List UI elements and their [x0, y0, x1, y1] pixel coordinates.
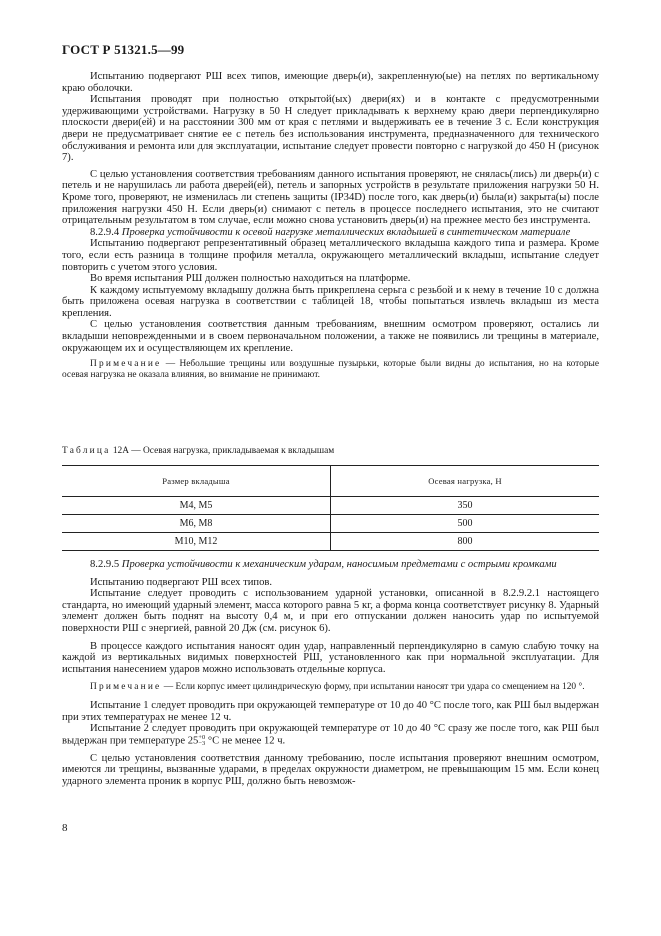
paragraph: В процессе каждого испытания наносят один удар, направленный перпендикулярно в самую слабую точку на каждой из вертикальных видимых поверхностей РШ, установленного как при нормальной эксплуатации. Для испытания нанесением ударов можно использовать отдельные корпуса.	[62, 640, 599, 675]
temperature-tolerance: +0 −3	[198, 733, 206, 747]
paragraph: Во время испытания РШ должен полностью находиться на платформе.	[90, 273, 411, 285]
section-number: 8.2.9.5	[90, 559, 120, 570]
table-row	[62, 497, 599, 515]
section-heading-8294	[62, 227, 599, 239]
table-row	[62, 533, 599, 551]
note-label: Примечание	[90, 682, 162, 693]
table-cell: М4, М5	[62, 497, 331, 515]
paragraph: Испытание следует проводить с использованием ударной установки, описанной в 8.2.9.2.1 настоящего стандарта, но имеющий ударный элемент, масса которого равна 5 кг, а форма конца соответствует рисунку 8. Ударный элемент должен быть поднят на высоту 0,4 м, и при его отпускании должен наносить удар по испытуемой поверхности РШ с энергией, равной 20 Дж (см. рисунок 6).	[62, 588, 599, 634]
paragraph: Испытанию подвергают РШ всех типов, имеющие дверь(и), закрепленную(ые) на петлях по вертикальному краю оболочки.	[62, 71, 599, 94]
table-cell: 800	[331, 533, 600, 551]
page-number: 8	[62, 822, 68, 834]
section-heading-8295	[62, 559, 599, 571]
table-row	[62, 515, 599, 533]
section-number: 8.2.9.4	[90, 226, 120, 238]
note	[62, 359, 599, 381]
table-cell: М10, М12	[62, 533, 331, 551]
axial-load-table	[62, 465, 599, 551]
table-cell: 500	[331, 515, 600, 533]
column-header: Осевая нагрузка, Н	[331, 466, 600, 497]
column-header: Размер вкладыша	[62, 466, 331, 497]
note-text: — Небольшие трещины или воздушные пузырьки, которые были видны до испытания, но на которые осевая нагрузка не оказала влияния, во внимание не принимают.	[62, 359, 599, 381]
paragraph: С целью установления соответствия требованиям данного испытания проверяют, не снялась(лись) ли дверь(и) с петель и не нарушилась ли работа дверей(ей), петель и запорных устройств в результате приложения нагрузки 50 Н. Кроме того, проверяют, не изменилась ли степень защиты (IP34D) после того, как дверь(и) была(и) закрыта(ы) после приложения нагрузки 450 Н. Если дверь(и) снимают с петель в процессе последнего испытания, это не считают отрицательным результатом в том случае, если можно снова установить дверь(и) на прежнее место без инструмента.	[62, 168, 599, 227]
note	[62, 681, 599, 694]
paragraph: Испытания проводят при полностью открытой(ых) двери(ях) и в контакте с предусмотренными удерживающими устройствами. Нагрузку в 50 Н следует прикладывать к верхнему краю двери перпендикулярно плоскости двери(ей) и на расстоянии 300 мм от края с петлями и выдерживать ее в течение 3 с. Если конструкция двери не предусматривает снятие ее с петель без использования инструмента, предназначенного для технического обслуживания и ремонта или для эксплуатации, испытание следует провести повторно с нагрузкой до 450 Н (рисунок 7).	[62, 94, 599, 164]
paragraph: К каждому испытуемому вкладышу должна быть прикреплена серьга с резьбой и к нему в течение 10 с должна быть приложена осевая нагрузка в соответствии с таблицей 18, чтобы попытаться извлечь вкладыш из места крепления.	[62, 284, 599, 319]
paragraph: Испытанию подвергают репрезентативный образец металлического вкладыша каждого типа и размера. Кроме того, если есть разница в толщине профиля металла, окружающего металлический вкладыш, испытание следует повторить с учетом этого условия.	[62, 238, 599, 273]
table-caption-text: 12А — Осевая нагрузка, прикладываемая к вкладышам	[110, 446, 335, 456]
table-cell: М6, М8	[62, 515, 331, 533]
table-cell: 350	[331, 497, 600, 515]
note-label: Примечание	[90, 359, 162, 370]
paragraph: Испытание 1 следует проводить при окружающей температуре от 10 до 40 °С после того, как РШ был выдержан при этих температурах не менее 12 ч.	[62, 699, 599, 723]
paragraph: С целью установления соответствия данному требованию, после испытания проверяют внешним осмотром, имеются ли трещины, вызванные ударами, в пределах окружности диаметром, не превышающим 15 мм. Если конец ударного элемента проник в корпус РШ, должно быть невозмож-	[62, 752, 599, 787]
text-block-lower	[62, 559, 599, 788]
table-header-row	[62, 466, 599, 497]
table-caption	[62, 446, 334, 456]
document-header: ГОСТ Р 51321.5—99	[62, 42, 185, 57]
section-title: Проверка устойчивости к осевой нагрузке металлических вкладышей в синтетическом материале	[121, 226, 571, 238]
section-title: Проверка устойчивости к механическим ударам, наносимым предметами с острыми кромками	[121, 559, 557, 570]
paragraph: Испытанию подвергают РШ всех типов.	[90, 576, 273, 588]
paragraph: С целью установления соответствия данным требованиям, внешним осмотром проверяют, остались ли вкладыши неповрежденными и в своем первоначальном положении, а также не появились ли трещины в материале, окружающем их и осуществляющем их крепление.	[62, 319, 599, 354]
note-text: — Если корпус имеет цилиндрическую форму, при испытании наносят три удара со смещением на 120 °.	[161, 682, 585, 693]
paragraph-temperature: Испытание 2 следует проводить при окружающей температуре от 10 до 40 °С сразу же после того, как РШ был выдержан при температуре 25 +0 −3 °С не менее 12 ч.	[62, 723, 599, 747]
table-caption-label: Таблица	[62, 446, 111, 456]
text-block-upper	[62, 71, 599, 381]
